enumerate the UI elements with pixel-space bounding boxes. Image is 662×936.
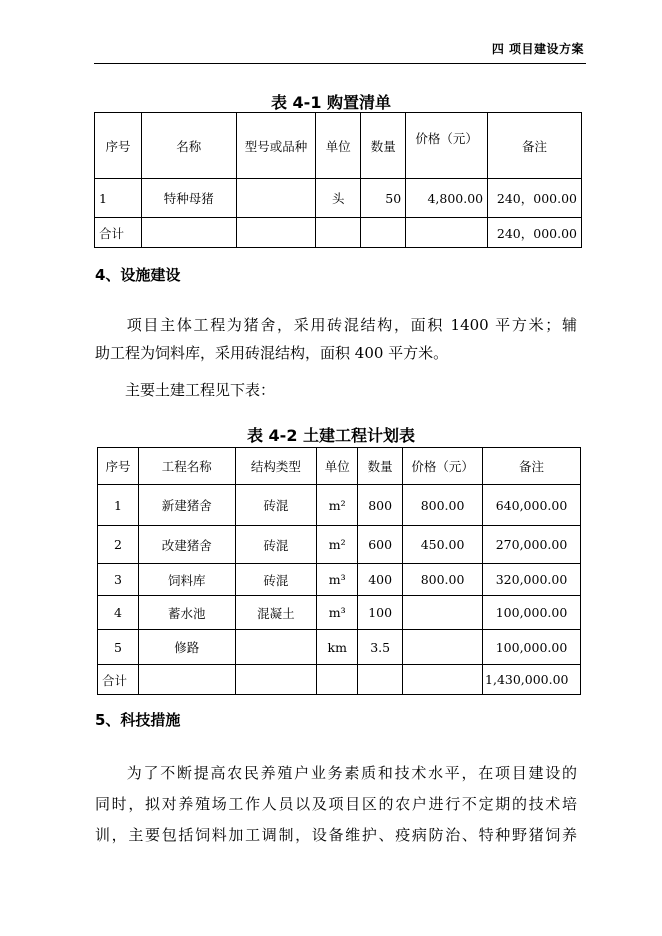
total-value: 240，000.00 (488, 218, 582, 248)
cell-unit: m³ (317, 564, 358, 596)
cell-note: 100,000.00 (483, 596, 581, 630)
paragraph-line: 同时，拟对养殖场工作人员以及项目区的农户进行不定期的技术培 (95, 795, 577, 813)
header-cell: 备注 (488, 113, 582, 179)
cell-unit: m² (317, 485, 358, 526)
header-cell: 价格（元） (403, 448, 483, 485)
cell-struct: 砖混 (235, 485, 317, 526)
header-divider (94, 63, 586, 64)
section-4-heading: 4、设施建设 (95, 266, 181, 284)
cell-struct: 混凝土 (235, 596, 317, 630)
cell-name: 新建猪舍 (138, 485, 235, 526)
paragraph-line: 助工程为饲料库，采用砖混结构，面积 400 平方米。 (95, 344, 449, 362)
cell-unit: m³ (317, 596, 358, 630)
header-cell: 结构类型 (235, 448, 317, 485)
table-total-row (95, 218, 582, 248)
cell-name: 饲料库 (138, 564, 235, 596)
header-cell: 工程名称 (138, 448, 235, 485)
cell-no: 4 (98, 596, 139, 630)
cell-struct: 砖混 (235, 564, 317, 596)
empty-cell (317, 665, 358, 695)
paragraph-line (95, 758, 577, 789)
empty-cell (141, 218, 236, 248)
cell-qty: 800 (358, 485, 403, 526)
cell-name: 特种母猪 (141, 179, 236, 218)
header-cell: 名称 (141, 113, 236, 179)
cell-qty: 50 (361, 179, 406, 218)
cell-unit: km (317, 630, 358, 665)
table-row (98, 564, 581, 596)
header-cell: 单位 (317, 448, 358, 485)
table-row (98, 485, 581, 526)
cell-name: 蓄水池 (138, 596, 235, 630)
cell-no: 2 (98, 526, 139, 564)
total-value: 1,430,000.00 (483, 665, 581, 695)
cell-price: 4,800.00 (406, 179, 488, 218)
header-cell: 数量 (361, 113, 406, 179)
table-total-row (98, 665, 581, 695)
cell-struct (235, 630, 317, 665)
table-header-row (98, 448, 581, 485)
cell-no: 1 (95, 179, 142, 218)
empty-cell (235, 665, 317, 695)
construction-table (97, 447, 581, 695)
paragraph-text: 为了不断提高农民养殖户业务素质和技术水平，在项目建设的 (125, 764, 577, 782)
cell-no: 3 (98, 564, 139, 596)
chapter-header: 四 项目建设方案 (491, 42, 584, 56)
cell-no: 1 (98, 485, 139, 526)
cell-unit: 头 (316, 179, 361, 218)
empty-cell (406, 218, 488, 248)
table-row (98, 596, 581, 630)
cell-no: 5 (98, 630, 139, 665)
cell-price: 450.00 (403, 526, 483, 564)
cell-price: 800.00 (403, 485, 483, 526)
cell-struct: 砖混 (235, 526, 317, 564)
header-cell: 型号或品种 (236, 113, 316, 179)
cell-unit: m² (317, 526, 358, 564)
cell-price (403, 630, 483, 665)
section-4-intro (95, 376, 577, 404)
paragraph-line (95, 311, 577, 339)
empty-cell (236, 218, 316, 248)
empty-cell (316, 218, 361, 248)
cell-price: 800.00 (403, 564, 483, 596)
cell-note: 270,000.00 (483, 526, 581, 564)
header-cell: 备注 (483, 448, 581, 485)
empty-cell (358, 665, 403, 695)
cell-note: 320,000.00 (483, 564, 581, 596)
cell-model (236, 179, 316, 218)
table-header-row (95, 113, 582, 179)
header-cell: 数量 (358, 448, 403, 485)
total-label: 合计 (95, 218, 142, 248)
empty-cell (138, 665, 235, 695)
cell-note: 240，000.00 (488, 179, 582, 218)
cell-note: 100,000.00 (483, 630, 581, 665)
paragraph-line: 训，主要包括饲料加工调制，设备维护、疫病防治、特种野猪饲养 (95, 826, 577, 844)
cell-qty: 400 (358, 564, 403, 596)
cell-price (403, 596, 483, 630)
section-5-paragraph (95, 758, 577, 851)
table-row (95, 179, 582, 218)
cell-note: 640,000.00 (483, 485, 581, 526)
paragraph-text: 主要土建工程见下表： (125, 381, 276, 399)
table1-title: 表 4-1 购置清单 (270, 93, 392, 112)
table-row (98, 630, 581, 665)
table-row (98, 526, 581, 564)
empty-cell (361, 218, 406, 248)
cell-qty: 3.5 (358, 630, 403, 665)
purchase-table (94, 112, 582, 248)
cell-name: 改建猪舍 (138, 526, 235, 564)
header-cell: 序号 (95, 113, 142, 179)
cell-name: 修路 (138, 630, 235, 665)
empty-cell (403, 665, 483, 695)
total-label: 合计 (98, 665, 139, 695)
cell-qty: 100 (358, 596, 403, 630)
table2-title: 表 4-2 土建工程计划表 (246, 426, 416, 445)
header-cell: 序号 (98, 448, 139, 485)
header-cell: 价格（元） (406, 113, 488, 179)
section-4-paragraph (95, 311, 577, 367)
section-5-heading: 5、科技措施 (95, 711, 181, 729)
header-cell: 单位 (316, 113, 361, 179)
cell-qty: 600 (358, 526, 403, 564)
paragraph-text: 项目主体工程为猪舍，采用砖混结构，面积 1400 平方米；辅 (125, 316, 577, 334)
